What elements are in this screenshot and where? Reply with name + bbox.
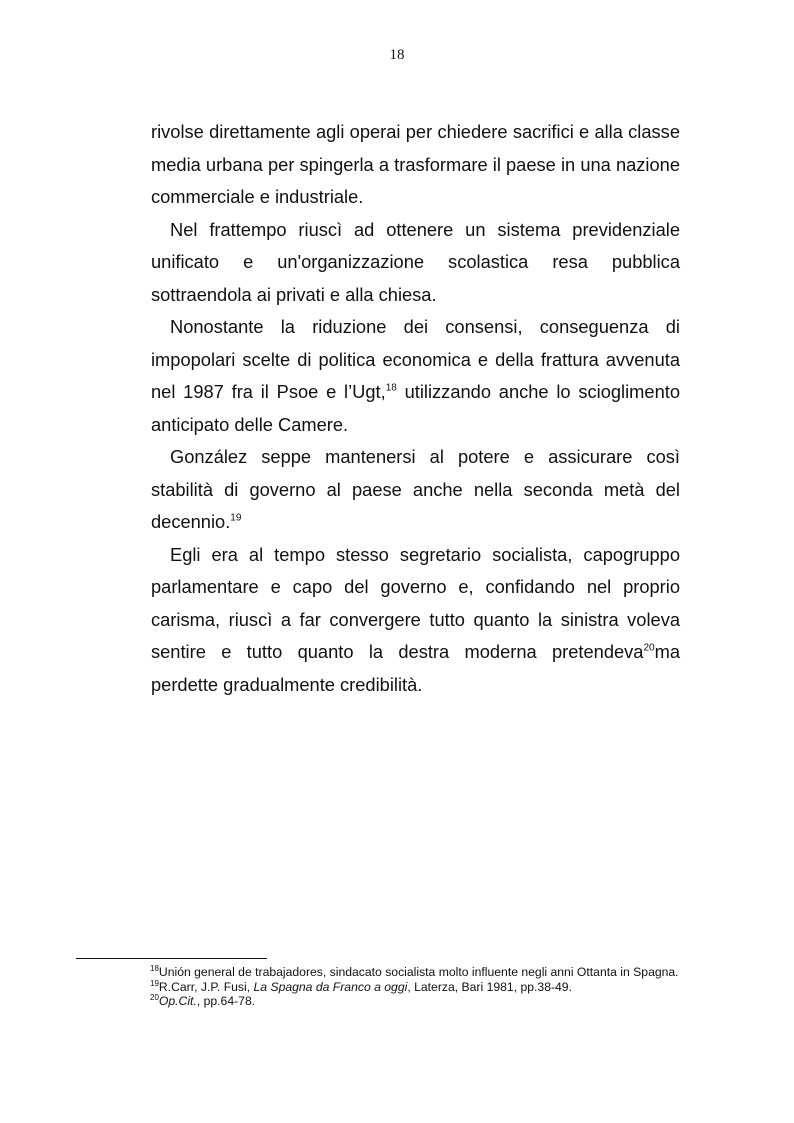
paragraph-1: rivolse direttamente agli operai per chiedere sacrifici e alla classe media urbana per spingerla a trasformare il paese in una nazione commerciale e industriale. bbox=[151, 121, 680, 207]
paragraph-3-text-cont: utilizzando anche lo scioglimento anticipato delle Camere. bbox=[151, 381, 680, 435]
paragraph-5-text-cont: ma perdette gradualmente credibilità. bbox=[151, 641, 680, 695]
paragraph-3-text: Nonostante la riduzione dei consensi, conseguenza di impopolari scelte di politica economica e della frattura avvenuta nel 1987 fra il Psoe e l’Ugt, bbox=[151, 316, 680, 402]
paragraph-5 bbox=[151, 539, 680, 702]
footnote-ref-18: 18 bbox=[385, 382, 397, 394]
footnote-book-title: La Spagna da Franco a oggi bbox=[253, 979, 408, 994]
footnote-citation: Op.Cit. bbox=[158, 994, 197, 1009]
page-number: 18 bbox=[389, 47, 405, 63]
paragraph-3 bbox=[151, 311, 680, 441]
footnote-number: 20 bbox=[150, 993, 159, 1003]
footnote-20 bbox=[150, 994, 718, 1009]
footnote-number: 19 bbox=[150, 978, 159, 988]
footnote-text: Unión general de trabajadores, sindacato socialista molto influente negli anni Ottanta in Spagna. bbox=[158, 965, 679, 979]
paragraph-4 bbox=[151, 441, 680, 539]
footnote-separator bbox=[76, 958, 267, 959]
paragraph-5-text: Egli era al tempo stesso segretario socialista, capogruppo parlamentare e capo del governo e, confidando nel proprio carisma, riuscì a far convergere tutto quanto la sinistra voleva sentire e tutto quanto la destra moderna pretendeva bbox=[151, 543, 680, 662]
footnote-text: R.Carr, J.P. Fusi, bbox=[158, 979, 254, 994]
paragraph-4-text: González seppe mantenersi al potere e assicurare così stabilità di governo al paese anche nella seconda metà del decennio. bbox=[151, 446, 680, 532]
main-text bbox=[151, 116, 680, 701]
paragraph-2: Nel frattempo riuscì ad ottenere un sistema previdenziale unificato e un'organizzazione scolastica resa pubblica sottraendola ai privati e alla chiesa. bbox=[151, 218, 680, 305]
footnote-ref-20: 20 bbox=[643, 642, 655, 654]
footnotes bbox=[150, 965, 718, 1009]
footnote-text-cont: , pp.64-78. bbox=[196, 994, 256, 1009]
footnote-19 bbox=[150, 980, 718, 995]
footnote-number: 18 bbox=[150, 964, 159, 974]
footnote-18 bbox=[150, 965, 718, 980]
footnote-text-cont: , Laterza, Bari 1981, pp.38-49. bbox=[407, 979, 572, 994]
footnote-ref-19: 19 bbox=[230, 512, 242, 524]
